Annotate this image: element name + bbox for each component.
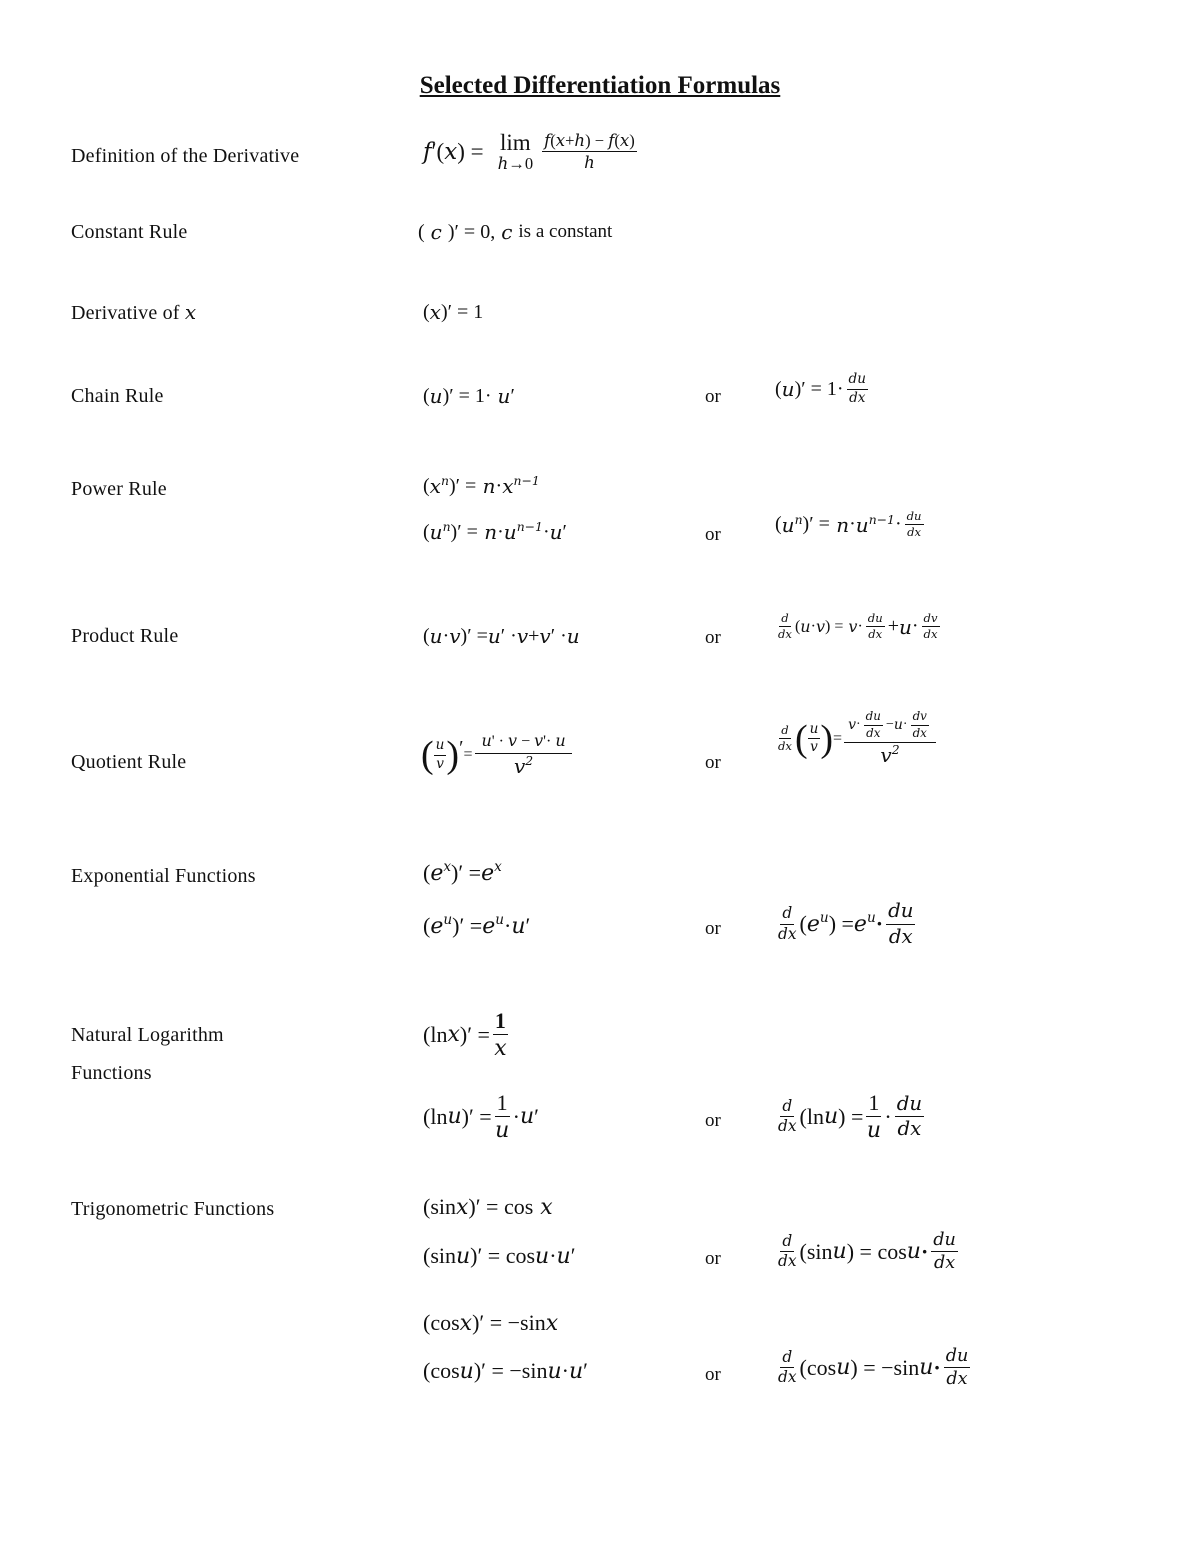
label-chain: Chain Rule: [71, 385, 164, 407]
label-definition: Definition of the Derivative: [71, 145, 300, 167]
formula-power-3: ( $u^n$ )′ = n · $u^{n-1}$ · $\frac{du}{dx}$: [775, 509, 922, 540]
or-product: or: [705, 627, 721, 648]
formula-trig-4: (cos x )′ = −sin x: [423, 1310, 559, 1336]
formula-product-2: $\frac{d}{dx}$ ( u · v ) = v · $\frac{du}{dx}$ + u · $\frac{dv}{dx}$: [778, 611, 938, 642]
or-chain: or: [705, 386, 721, 407]
or-quotient: or: [705, 752, 721, 773]
constant-note: is a constant: [518, 221, 613, 242]
label-natural-log-2: Functions: [71, 1062, 152, 1084]
or-ln: or: [705, 1110, 721, 1131]
label-derivative-x-text: Derivative of: [71, 302, 185, 324]
formula-ln-2: (ln u )′ = $\frac{1}{u}$ · u ′: [423, 1090, 539, 1144]
formula-exp-1: ( $e^x$ )′ = $e^x$: [423, 858, 502, 886]
formula-derivative-x: ( x )′ = 1: [423, 300, 484, 324]
label-derivative-x: [71, 300, 196, 325]
formula-trig-2: (sin u )′ = cos u · u ′: [423, 1243, 576, 1269]
formula-ln-3: $\frac{d}{dx}$ (ln u ) = $\frac{1}{u}$ · $\frac{du}{dx}$: [778, 1090, 923, 1144]
label-quotient: Quotient Rule: [71, 751, 187, 773]
or-exp: or: [705, 918, 721, 939]
formula-constant: ( c )′ = 0, c is a constant: [418, 220, 613, 244]
formula-exp-3: $\frac{d}{dx}$ ( $e^u$ ) = $e^u$ · $\frac{du}{dx}$: [778, 899, 914, 948]
label-power: Power Rule: [71, 478, 167, 500]
formula-product-1: ( u · v )′ = u ′ · v + v ′ · u: [423, 624, 580, 648]
or-trig-1: or: [705, 1248, 721, 1269]
formula-chain-2: ( u )′ = 1· $\frac{du}{dx}$: [775, 371, 867, 406]
label-exponential: Exponential Functions: [71, 865, 256, 887]
or-trig-2: or: [705, 1364, 721, 1385]
label-trig: Trigonometric Functions: [71, 1198, 275, 1220]
label-product: Product Rule: [71, 625, 179, 647]
label-natural-log-1: Natural Logarithm: [71, 1024, 224, 1046]
formula-quotient-1: ( $\frac{u}{v}$ ) ′ = $\frac{u' \cdot v - v'\cdot u}{v^2}$: [421, 732, 575, 778]
label-derivative-x-var: x: [184, 300, 197, 324]
formula-power-2: ( $u^n$ )′ = n · $u^{n-1}$ · u ′: [423, 518, 567, 544]
formula-trig-1: (sin x )′ = cos x: [423, 1194, 553, 1220]
formula-ln-1: (ln x )′ = $\frac{1}{x}$: [423, 1008, 507, 1062]
page-title: Selected Differentiation Formulas: [419, 72, 781, 99]
formula-trig-6: $\frac{d}{dx}$ (cos u ) = −sin u · $\frac{du}{dx}$: [778, 1346, 969, 1390]
formula-trig-3: $\frac{d}{dx}$ (sin u ) = cos u · $\frac{du}{dx}$: [778, 1230, 956, 1274]
formula-quotient-2: $\frac{d}{dx}$ ( $\frac{u}{v}$ ) = v · $\frac{du}{dx}$ − u · $\frac{dv}{dx}$ $v^2$: [775, 710, 939, 767]
formula-trig-5: (cos u )′ = −sin u · u ′: [423, 1358, 588, 1384]
formula-exp-2: ( $e^u$ )′ = $e^u$ · u ′: [423, 911, 531, 939]
label-constant: Constant Rule: [71, 221, 188, 243]
formula-definition: f ′( x ) = lim h→0 $\frac{f(x+h) - f(x)}{h}$: [423, 130, 635, 174]
formula-chain-1: ( u )′ = 1· u ′: [423, 384, 515, 408]
or-power: or: [705, 524, 721, 545]
formula-power-1: ( $x^n$ )′ = n · $x^{n-1}$: [423, 472, 540, 498]
